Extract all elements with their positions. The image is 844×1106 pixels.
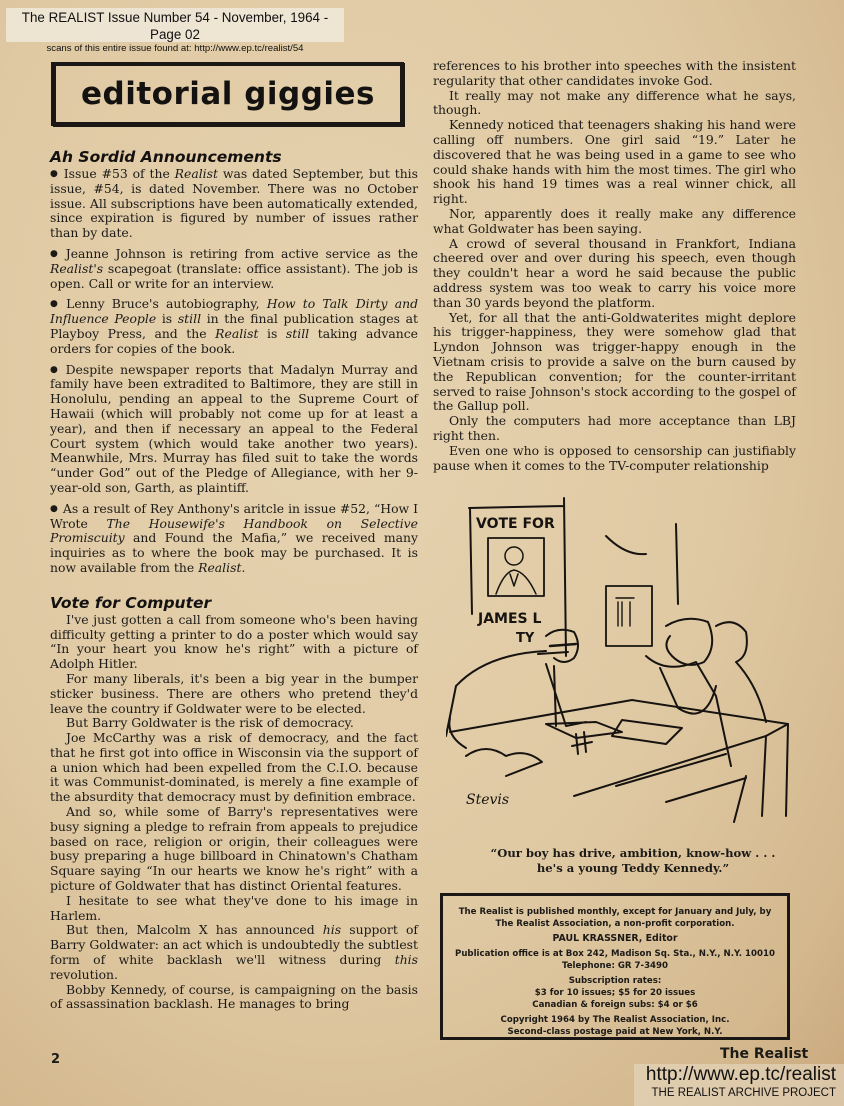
italic-text-run: Realist's bbox=[50, 260, 104, 276]
poster-text-vote-for: VOTE FOR bbox=[476, 516, 555, 532]
text-run: A crowd of several thousand in Frankfort, Indiana cheered over and over during his speech, even though they couldn't hear a word he said because the public address system was too weak to carry his voice more than 30 yards beyond the platform. bbox=[433, 235, 796, 310]
left-column bbox=[50, 148, 418, 1012]
text-run: taking advance orders for copies of the book. bbox=[50, 325, 418, 356]
article-paragraph bbox=[50, 613, 418, 672]
italic-text-run: How to Talk Dirty and Influence People bbox=[50, 296, 418, 327]
text-run: Issue #53 of the bbox=[63, 166, 175, 181]
article-paragraph bbox=[433, 237, 796, 311]
article-paragraph bbox=[433, 89, 796, 119]
article-continuation: references to his brother into speeches with the insistent regularity that other candidates invoke God. bbox=[433, 58, 796, 88]
colophon-phone: Telephone: GR 7-3490 bbox=[562, 961, 668, 971]
text-run: and Found the Mafia,” we received many inquiries as to where the book may be purchased. It is now available from the bbox=[50, 530, 418, 575]
announcement-item bbox=[50, 167, 418, 241]
article-paragraph bbox=[433, 207, 796, 237]
text-run: I've just gotten a call from someone who's been having difficulty getting a printer to do a poster which would say “In your heart you know he's right” with a picture of Adolph Hitler. bbox=[50, 611, 418, 672]
text-run: Kennedy noticed that teenagers shaking his hand were calling off numbers. One girl said “19.” Later he discovered that he was being used in a game to see who could shake hands with him the most times. The girl who shook his hand 19 times was a real winner chick, all right. bbox=[433, 117, 796, 207]
announcement-item bbox=[50, 502, 418, 576]
article-paragraph bbox=[50, 805, 418, 894]
text-run: support of Barry Goldwater: an act which is undoubtedly the subtlest form of white backlash we'll witness during bbox=[50, 922, 418, 968]
text-run: It really may not make any difference what he says, though. bbox=[433, 87, 796, 118]
italic-text-run: still bbox=[285, 325, 310, 341]
text-run: in the final publication stages at Playboy Press, and the bbox=[50, 311, 419, 341]
italic-text-run: still bbox=[177, 311, 202, 327]
announcements-list bbox=[50, 167, 418, 576]
text-run: Only the computers had more acceptance than LBJ right then. bbox=[433, 413, 796, 443]
section-title-vote-for-computer: Vote for Computer bbox=[50, 593, 212, 612]
archive-footer-project: THE REALIST ARCHIVE PROJECT bbox=[651, 1087, 836, 1099]
article-paragraph bbox=[50, 894, 418, 924]
text-run: is bbox=[156, 311, 178, 327]
wall-picture-frame bbox=[606, 586, 652, 646]
text-run: Nor, apparently does it really make any difference what Goldwater has been saying. bbox=[433, 205, 796, 236]
colophon-published: The Realist is published monthly, except for January and July, by bbox=[458, 907, 772, 917]
colophon-office: Publication office is at Box 242, Madison Sq. Sta., N.Y., N.Y. 10010 bbox=[455, 949, 775, 959]
text-run: I hesitate to see what they've done to his image in Harlem. bbox=[50, 892, 418, 923]
text-run: Bobby Kennedy, of course, is campaigning on the basis of assassination backlash. He manages to bring bbox=[50, 981, 418, 1012]
colophon-editor: PAUL KRASSNER, Editor bbox=[552, 933, 678, 944]
text-run: Even one who is opposed to censorship can justifiably pause when it comes to the TV-computer relationship bbox=[433, 442, 796, 473]
column-masthead bbox=[52, 62, 404, 126]
cartoonist-signature: Stevis bbox=[466, 792, 510, 808]
text-run: revolution. bbox=[50, 966, 118, 982]
page-number: 2 bbox=[51, 1052, 61, 1067]
text-run: was dated September, but this issue, #54, is dated November. There was no October issue. All subscriptions have been automatically extended, since expiration is figured by number of issues rather than by date. bbox=[50, 166, 418, 241]
archive-header-title: The REALIST Issue Number 54 - November, 1964 - Page 02 bbox=[21, 10, 329, 42]
article-paragraph bbox=[50, 731, 418, 805]
text-run: Yet, for all that the anti-Goldwaterites might deplore his trigger-happiness, they were somehow glad that Lyndon Johnson was trigger-happy enough in the Vietnam crisis to provide a salve on the burn caused by the Republican convention; for the counter-irritant served to raise Johnson's stock according to the gospel of the Gallup poll. bbox=[433, 309, 796, 414]
archive-footer-watermark bbox=[634, 1064, 844, 1106]
poster-text-partial: TY bbox=[516, 631, 535, 646]
text-run: Lenny Bruce's autobiography, bbox=[66, 296, 267, 312]
italic-text-run: this bbox=[394, 952, 418, 968]
article-paragraph bbox=[433, 414, 796, 444]
italic-text-run: Realist bbox=[215, 325, 259, 341]
italic-text-run: The Housewife's Handbook on Selective Promiscuity bbox=[50, 515, 418, 546]
masthead-title: editorial giggies bbox=[80, 76, 375, 112]
colophon-rates-title: Subscription rates: bbox=[568, 976, 662, 986]
colophon-foreign-rates: Canadian & foreign subs: $4 or $6 bbox=[532, 1000, 698, 1010]
archive-header-watermark bbox=[6, 8, 344, 54]
text-run: scapegoat (translate: office assistant). The job is open. Call or write for an interview. bbox=[50, 260, 418, 291]
announcement-item bbox=[50, 297, 418, 356]
colophon-rates: $3 for 10 issues; $5 for 20 issues bbox=[534, 988, 696, 998]
poster-text-name: JAMES L bbox=[478, 611, 542, 627]
cartoon-caption bbox=[446, 846, 820, 876]
text-run: . bbox=[241, 559, 246, 575]
article-paragraph bbox=[50, 983, 418, 1013]
colophon-postage: Second-class postage paid at New York, N.Y. bbox=[507, 1027, 723, 1037]
publication-colophon bbox=[440, 893, 790, 1040]
caption-line-2: he's a young Teddy Kennedy.” bbox=[536, 861, 730, 875]
archive-footer-url[interactable]: http://www.ep.tc/realist bbox=[645, 1064, 836, 1085]
text-run: But then, Malcolm X has announced bbox=[66, 922, 323, 938]
announcement-item bbox=[50, 363, 418, 496]
italic-text-run: Realist bbox=[174, 166, 218, 181]
article-paragraph bbox=[50, 923, 418, 982]
text-run: As a result of Rey Anthony's aritcle in issue #52, “How I Wrote bbox=[50, 500, 418, 531]
announcement-item bbox=[50, 247, 418, 291]
footer-brand: The Realist bbox=[720, 1046, 809, 1062]
text-run: For many liberals, it's been a big year in the bumper sticker business. There are others who pretend they'd leave the country if Goldwater were to be elected. bbox=[50, 670, 418, 716]
text-run: And so, while some of Barry's representatives were busy signing a pledge to refrain from appeals to prejudice based on race, religion or origin, their colleagues were busy preparing a huge billboard in Chinatown's Chatham Square saying “In our hearts we know he's right” with a picture of Goldwater that has distinct Oriental features. bbox=[50, 804, 418, 894]
text-run: is bbox=[258, 325, 286, 341]
text-run: Jeanne Johnson is retiring from active service as the bbox=[65, 245, 419, 261]
article-paragraph bbox=[50, 716, 418, 731]
vote-for-computer-body-left bbox=[50, 613, 418, 1013]
editorial-cartoon bbox=[446, 486, 826, 826]
caption-line-1: “Our boy has drive, ambition, know-how . . . bbox=[490, 846, 776, 860]
text-run: But Barry Goldwater is the risk of democracy. bbox=[66, 715, 354, 731]
article-paragraph bbox=[433, 118, 796, 207]
right-column bbox=[433, 59, 796, 473]
article-paragraph bbox=[433, 444, 796, 474]
colophon-association: The Realist Association, a non-profit corporation. bbox=[495, 919, 735, 929]
vote-for-computer-body-right bbox=[433, 89, 796, 474]
section-title-announcements: Ah Sordid Announcements bbox=[50, 148, 282, 166]
article-paragraph bbox=[50, 672, 418, 716]
italic-text-run: Realist bbox=[198, 559, 242, 575]
article-paragraph bbox=[433, 311, 796, 415]
text-run: Joe McCarthy was a risk of democracy, and the fact that he first got into office in Wisconsin via the support of a union which had been expelled from the C.I.O. because it was Communist-dominated, is merely a fine example of the absurdity that democracy must by definition embrace. bbox=[50, 730, 418, 805]
italic-text-run: his bbox=[322, 922, 342, 938]
colophon-copyright: Copyright 1964 by The Realist Association, Inc. bbox=[500, 1015, 730, 1025]
text-run: Despite newspaper reports that Madalyn Murray and family have been extradited to Baltimore, they are still in Honolulu, pending an appeal to the Supreme Court of Hawaii (which will probably not come up for at least a year), and then if necessary an appeal to the Federal Court system (which would take another two years). Meanwhile, Mrs. Murray has filed suit to take the words “under God” out of the Pledge of Allegiance, with her 9-year-old son, Garth, as plaintiff. bbox=[50, 361, 418, 495]
archive-header-url: scans of this entire issue found at: http://www.ep.tc/realist/54 bbox=[46, 43, 304, 54]
